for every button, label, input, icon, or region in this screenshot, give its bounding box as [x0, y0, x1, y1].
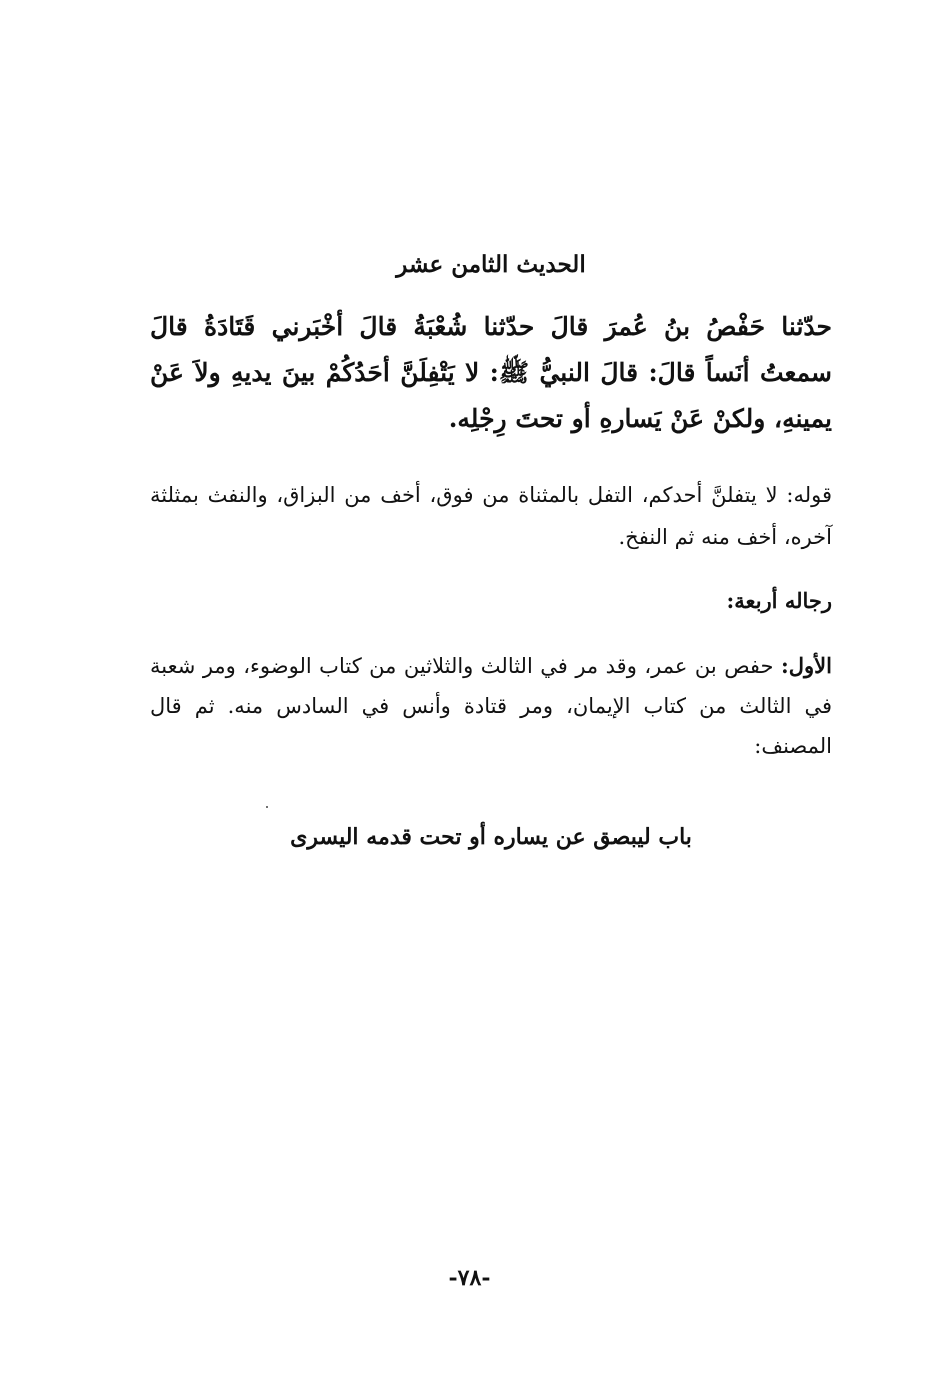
narrator-text: حفص بن عمر، وقد مر في الثالث والثلاثين من كتاب الوضوء، ومر شعبة في الثالث من كتاب الإيمان، ومر قتادة وأنس في السادس منه. ثم قال المصنف: — [150, 654, 832, 758]
narrator-paragraph — [150, 646, 832, 766]
narrators-heading: رجاله أربعة: — [726, 588, 832, 613]
section-title: الحديث الثامن عشر — [396, 251, 586, 278]
commentary-paragraph: قوله: لا يتفلنَّ أحدكم، التفل بالمثناة من فوق، أخف من البزاق، والنفث بمثلثة آخره، أخف منه ثم النفخ. — [150, 483, 832, 549]
chapter-title: باب ليبصق عن يساره أو تحت قدمه اليسرى — [290, 824, 692, 850]
narrator-label: الأول: — [781, 653, 832, 678]
page-number: -٧٨- — [448, 1265, 491, 1291]
scan-speck — [266, 806, 268, 808]
hadith-text: حدّثنا حَفْصُ بنُ عُمرَ قالَ حدّثنا شُعْبَةُ قالَ أخْبَرني قَتَادَةُ قالَ سمعتُ أنَساً قالَ: قالَ النبيُّ ﷺ: لا يَتْفِلَنَّ أحَدُكُمْ بينَ يديهِ ولاَ عَنْ يمينهِ، ولكنْ عَنْ يَسارهِ أو تحتَ رِجْلِه. — [150, 312, 832, 433]
